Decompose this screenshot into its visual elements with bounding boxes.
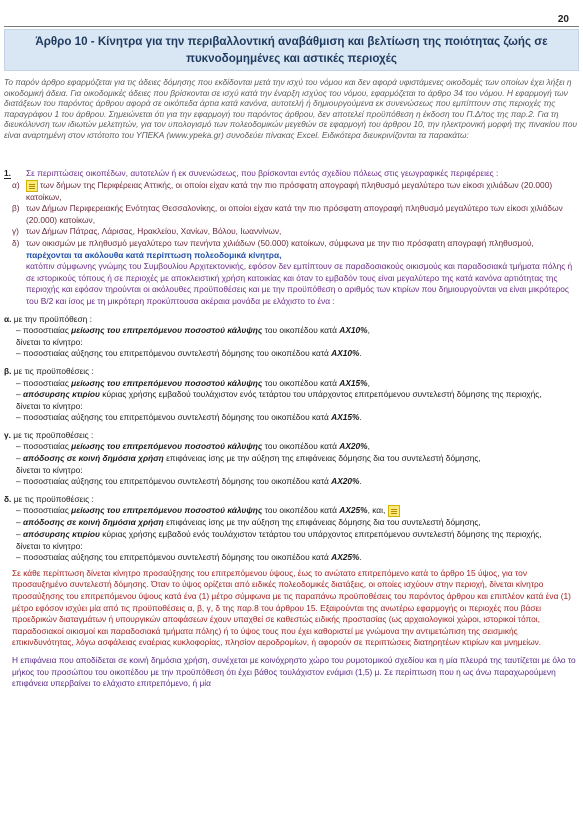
condition-end: , xyxy=(367,441,370,452)
sub-item-label: β) xyxy=(12,203,20,214)
condition-emphasis: απόσυρσης κτιρίου xyxy=(22,529,100,540)
sub-item xyxy=(12,203,577,226)
sub-item-body: των Δήμων Περιφερειακής Ενότητας Θεσσαλονίκης, οι οποίοι είχαν κατά την πιο πρόσφατη απογραφή πληθυσμό μεγαλύτερο των είκοσι χιλιάδων (20.000) κατοίκων, xyxy=(26,203,563,225)
conditions-text: κατόπιν σύμφωνης γνώμης του Συμβουλίου Αρχιτεκτονικής, εφόσον δεν εμπίπτουν σε παραδοσιακούς οικισμούς και παραδοσιακά τμήματα πόλης ή σε ιστορικούς τόπους ή σε περιοχές με αποκλειστική χρήση κατοικίας και όταν το εμβαδόν τους είναι μεγαλύτερο της κατά κανόνα αρτιότητας της περιοχής και εφόσον τηρούνται οι ακόλουθες προϋποθέσεις και με την προϋπόθεση ο αριθμός των κτιρίων που δημιουργούνται να είναι μικρότερος του Β/2 και ίσος με τη μικρότερη προκύπτουσα ακέραια μονάδα με ελάχιστο το ένα : xyxy=(26,261,573,306)
paragraph-number: 1. xyxy=(4,168,11,178)
condition-end: . xyxy=(359,412,362,423)
article-content xyxy=(4,168,577,690)
condition-end: . xyxy=(359,348,362,359)
case-heading-text: με τις προϋποθέσεις : xyxy=(13,429,94,440)
sub-item-text xyxy=(26,203,577,226)
case-block xyxy=(4,314,577,360)
percentage-value: ΑΧ15% xyxy=(331,412,360,423)
cases-list xyxy=(4,314,577,564)
condition-post: του οικοπέδου κατά xyxy=(262,325,340,336)
case-condition xyxy=(16,517,577,529)
percentage-value: ΑΧ10% xyxy=(331,348,360,359)
sub-item-label: δ) xyxy=(12,237,20,248)
case-line: δίνεται το κίνητρο: xyxy=(16,540,83,551)
case-condition xyxy=(16,529,577,541)
surface-paragraph: Η επιφάνεια που αποδίδεται σε κοινή δημόσια χρήση, συνέχεται με κοινόχρηστο χώρο του ρυμοτομικού σχεδίου και η μία πλευρά της ταυτίζεται με όλο το μήκος του προσώπου του οικοπέδου με την προϋπόθεση ότι έχει βάθος τουλάχιστον ενάμισι (1,5) μ. Σε περίπτωση που η ως άνω παραχωρούμενη επιφάνεια υπερβαίνει το ελάχιστο επιτρεπόμενο, ή μία xyxy=(12,654,576,689)
condition-pre: – ποσοστιαίας αύξησης του επιτρεπόμενου συντελεστή δόμησης του οικοπέδου κατά xyxy=(16,476,332,487)
percentage-value: ΑΧ10% xyxy=(339,325,368,336)
condition-post: του οικοπέδου κατά xyxy=(262,441,340,452)
condition-emphasis: μείωσης του επιτρεπόμενου ποσοστού κάλυψης xyxy=(71,377,263,388)
top-rule xyxy=(4,26,579,27)
percentage-value: ΑΧ25% xyxy=(339,505,368,516)
comment-note-icon[interactable] xyxy=(388,505,400,517)
condition-post: επιφάνειας ίσης με την αύξηση της επιφάνειας δόμησης δια του συντελεστή δόμησης, xyxy=(163,453,481,464)
case-line: δίνεται το κίνητρο: xyxy=(16,336,83,347)
case-condition xyxy=(16,348,577,360)
case-label: γ. xyxy=(4,429,14,440)
condition-emphasis: απόσυρσης κτιρίου xyxy=(22,389,100,400)
case-heading xyxy=(4,430,577,442)
condition-pre: – ποσοστιαίας xyxy=(16,505,72,516)
case-label: α. xyxy=(4,313,14,324)
case-block xyxy=(4,494,577,564)
sub-item xyxy=(12,180,577,204)
sub-item xyxy=(12,238,577,250)
case-line: δίνεται το κίνητρο: xyxy=(16,464,83,475)
incentives-line: παρέχονται τα ακόλουθα κατά περίπτωση πολεοδομικά κίνητρα, xyxy=(26,249,282,260)
case-heading xyxy=(4,366,577,378)
percentage-value: ΑΧ25% xyxy=(331,552,360,563)
article-title-line2: πυκνοδομημένες και αστικές περιοχές xyxy=(186,52,397,65)
case-condition xyxy=(16,325,577,337)
condition-emphasis: απόδοσης σε κοινή δημόσια χρήση xyxy=(22,517,164,528)
sub-item-body: των Δήμων Πάτρας, Λάρισας, Ηρακλείου, Χανίων, Βόλου, Ιωαννίνων, xyxy=(26,226,282,237)
condition-end: , xyxy=(367,377,370,388)
sub-items-list xyxy=(12,180,577,250)
condition-pre: – ποσοστιαίας xyxy=(16,377,72,388)
condition-emphasis: μείωσης του επιτρεπόμενου ποσοστού κάλυψης xyxy=(71,505,263,516)
condition-end: . xyxy=(359,552,362,563)
condition-emphasis: μείωσης του επιτρεπόμενου ποσοστού κάλυψης xyxy=(71,441,263,452)
sub-item xyxy=(12,226,577,238)
case-heading xyxy=(4,494,577,506)
sub-item-text xyxy=(26,180,577,204)
case-condition xyxy=(16,453,577,465)
paragraph-1 xyxy=(4,168,577,180)
condition-emphasis: μείωσης του επιτρεπόμενου ποσοστού κάλυψης xyxy=(71,325,263,336)
case-line: δίνεται το κίνητρο: xyxy=(16,400,83,411)
condition-post: του οικοπέδου κατά xyxy=(262,377,340,388)
condition-post: κύριας χρήσης εμβαδού τουλάχιστον ενός τετάρτου του υπάρχοντος επιτρεπόμενου συντελεστή δόμησης της περιοχής, xyxy=(99,389,542,400)
condition-end: . xyxy=(359,476,362,487)
condition-pre: – ποσοστιαίας xyxy=(16,441,72,452)
case-heading-text: με τις προϋποθέσεις : xyxy=(13,365,94,376)
article-title-line1: Άρθρο 10 - Κίνητρα για την περιβαλλοντική αναβάθμιση και βελτίωση της ποιότητας ζωής σε xyxy=(35,35,548,48)
case-label: β. xyxy=(4,365,14,376)
condition-pre: – ποσοστιαίας αύξησης του επιτρεπόμενου συντελεστή δόμησης του οικοπέδου κατά xyxy=(16,348,332,359)
condition-end: , xyxy=(367,325,370,336)
condition-pre: – ποσοστιαίας αύξησης του επιτρεπόμενου συντελεστή δόμησης του οικοπέδου κατά xyxy=(16,412,332,423)
sub-item-body: των οικισμών με πληθυσμό μεγαλύτερο των πενήντα χιλιάδων (50.000) κατοίκων, σύμφωνα με την πιο πρόσφατη απογραφή πληθυσμού, xyxy=(26,237,534,248)
case-condition xyxy=(16,441,577,453)
percentage-value: ΑΧ20% xyxy=(331,476,360,487)
height-paragraph: Σε κάθε περίπτωση δίνεται κίνητρο προσαύξησης του επιτρεπόμενου ύψους, έως το ανώτατο επιτρεπόμενο κατά το άρθρο 15 ύψος, για τον προσαυξημένο συντελεστή δόμησης. Όταν το ύψος ορίζεται από ειδικές πολεοδομικές διατάξεις, οι οποίες ισχύουν στην περιοχή, δίνεται κίνητρο προσαύξησης του επιτρεπόμενου ύψους κατά ένα (1) μέτρο σύμφωνα με τις παραπάνω προϋποθέσεις του παρόντος άρθρου και επιπλέον κατά ένα (1) μέτρο εφόσον ισχύει μία από τις προϋποθέσεις α, β, γ, δ της παρ.8 του άρθρου 15. Εξαιρούνται της ανωτέρω εφαρμογής οι περιοχές που βάσει προεδρικών διαταγμάτων ή υπουργικών αποφάσεων έχουν υπαχθεί σε καθεστώς ειδικής προστασίας (ως αρχαιολογικοί χώροι, ιστορικοί τόποι, παραδοσιακοί οικισμοί και παραδοσιακά τμήματα πόλης) ή το ύψος τους που έχει καθοριστεί με γνώμονα την αντιμετώπιση της σεισμικής επικινδυνότητας, λόγω ασφάλειας εναέριας κυκλοφορίας, πλησίον αεροδρομίων, ή αφορούν σε περιπτώσεις διατηρητέων κτιρίων και μνημείων. xyxy=(12,567,571,648)
percentage-value: ΑΧ20% xyxy=(339,441,368,452)
intro-paragraph: Το παρόν άρθρο εφαρμόζεται για τις άδειες δόμησης που εκδίδονται μετά την ισχύ του νόμου και δεν αφορά υφιστάμενες οικοδομές των οποίων έχει λήξει η οικοδομική άδεια. Για οικοδομικές άδειες που βρίσκονται σε ισχύ κατά την έναρξη ισχύος του νόμου, εφαρμόζεται το άρθρο 34 του νόμου. Η εφαρμογή των διατάξεων του παρόντος άρθρου αφορά σε οικόπεδα άρτια κατά κανόνα, αυτοτελή ή δημιουργούμενα εκ συνενώσεως που εμπίπτουν στις περιοχές της παραγράφου 1 του άρθρου. Σημειώνεται ότι για την εφαρμογή του παρόντος άρθρου, δεν αποτελεί προϋπόθεση η έκδοση του Π.Δ/τος της παρ.2. Για τη διευκόλυνση των ιδιωτών μελετητών, για τον υπολογισμό των πολεοδομικών μεγεθών σε εφαρμογή του άρθρου 10, την ηλεκτρονική μορφή της πινακίου που είναι αναρτημένη στον ιστότοπο του ΥΠΕΚΑ (www.ypeka.gr) συνοδεύει πίνακας Excel. Ειδικότερα διευκρινίζονται τα παρακάτω: xyxy=(4,77,577,140)
sub-item-text xyxy=(26,238,577,250)
comment-note-icon[interactable] xyxy=(26,180,38,192)
condition-pre: – xyxy=(16,517,23,528)
sub-item-label: γ) xyxy=(12,226,19,237)
condition-post: κύριας χρήσης εμβαδού ενός τουλάχιστον τετάρτου του υπάρχοντος επιτρεπόμενου συντελεστή δόμησης της περιοχής, xyxy=(99,529,542,540)
case-heading xyxy=(4,314,577,326)
case-heading-text: με τις προϋποθέσεις : xyxy=(13,493,94,504)
percentage-value: ΑΧ15% xyxy=(339,377,368,388)
sub-item-body: των δήμων της Περιφέρειας Αττικής, οι οποίοι είχαν κατά την πιο πρόσφατη απογραφή πληθυσμό μεγαλύτερο των είκοσι χιλιάδων (20.000) κατοίκων, xyxy=(26,179,553,202)
case-condition xyxy=(16,476,577,488)
page-number: 20 xyxy=(557,14,569,25)
paragraph-1-intro: Σε περιπτώσεις οικοπέδων, αυτοτελών ή εκ συνενώσεως, που βρίσκονται εντός σχεδίου πόλεως στις γεωγραφικές περιφέρειες : xyxy=(26,168,499,178)
paragraph-1-text xyxy=(26,168,577,180)
sub-item-label: α) xyxy=(12,179,20,190)
condition-emphasis: απόδοσης σε κοινή δημόσια χρήση xyxy=(22,453,164,464)
case-condition xyxy=(16,552,577,564)
case-label: δ. xyxy=(4,493,14,504)
condition-post: του οικοπέδου κατά xyxy=(262,505,340,516)
case-condition xyxy=(16,378,577,390)
condition-pre: – xyxy=(16,529,23,540)
case-condition xyxy=(16,412,577,424)
condition-post: επιφάνειας ίσης με την αύξηση της επιφάνειας δόμησης δια του συντελεστή δόμησης, xyxy=(163,517,481,528)
case-condition xyxy=(16,505,577,517)
case-condition xyxy=(16,389,577,401)
article-header xyxy=(4,29,579,71)
case-block xyxy=(4,366,577,424)
condition-pre: – xyxy=(16,453,23,464)
case-heading-text: με την προϋπόθεση : xyxy=(13,313,92,324)
condition-end: , και, xyxy=(367,505,386,516)
condition-pre: – xyxy=(16,389,23,400)
condition-pre: – ποσοστιαίας xyxy=(16,325,72,336)
condition-pre: – ποσοστιαίας αύξησης του επιτρεπόμενου συντελεστή δόμησης του οικοπέδου κατά xyxy=(16,552,332,563)
sub-item-text xyxy=(26,226,577,238)
case-block xyxy=(4,430,577,488)
incentives-block xyxy=(26,250,577,308)
